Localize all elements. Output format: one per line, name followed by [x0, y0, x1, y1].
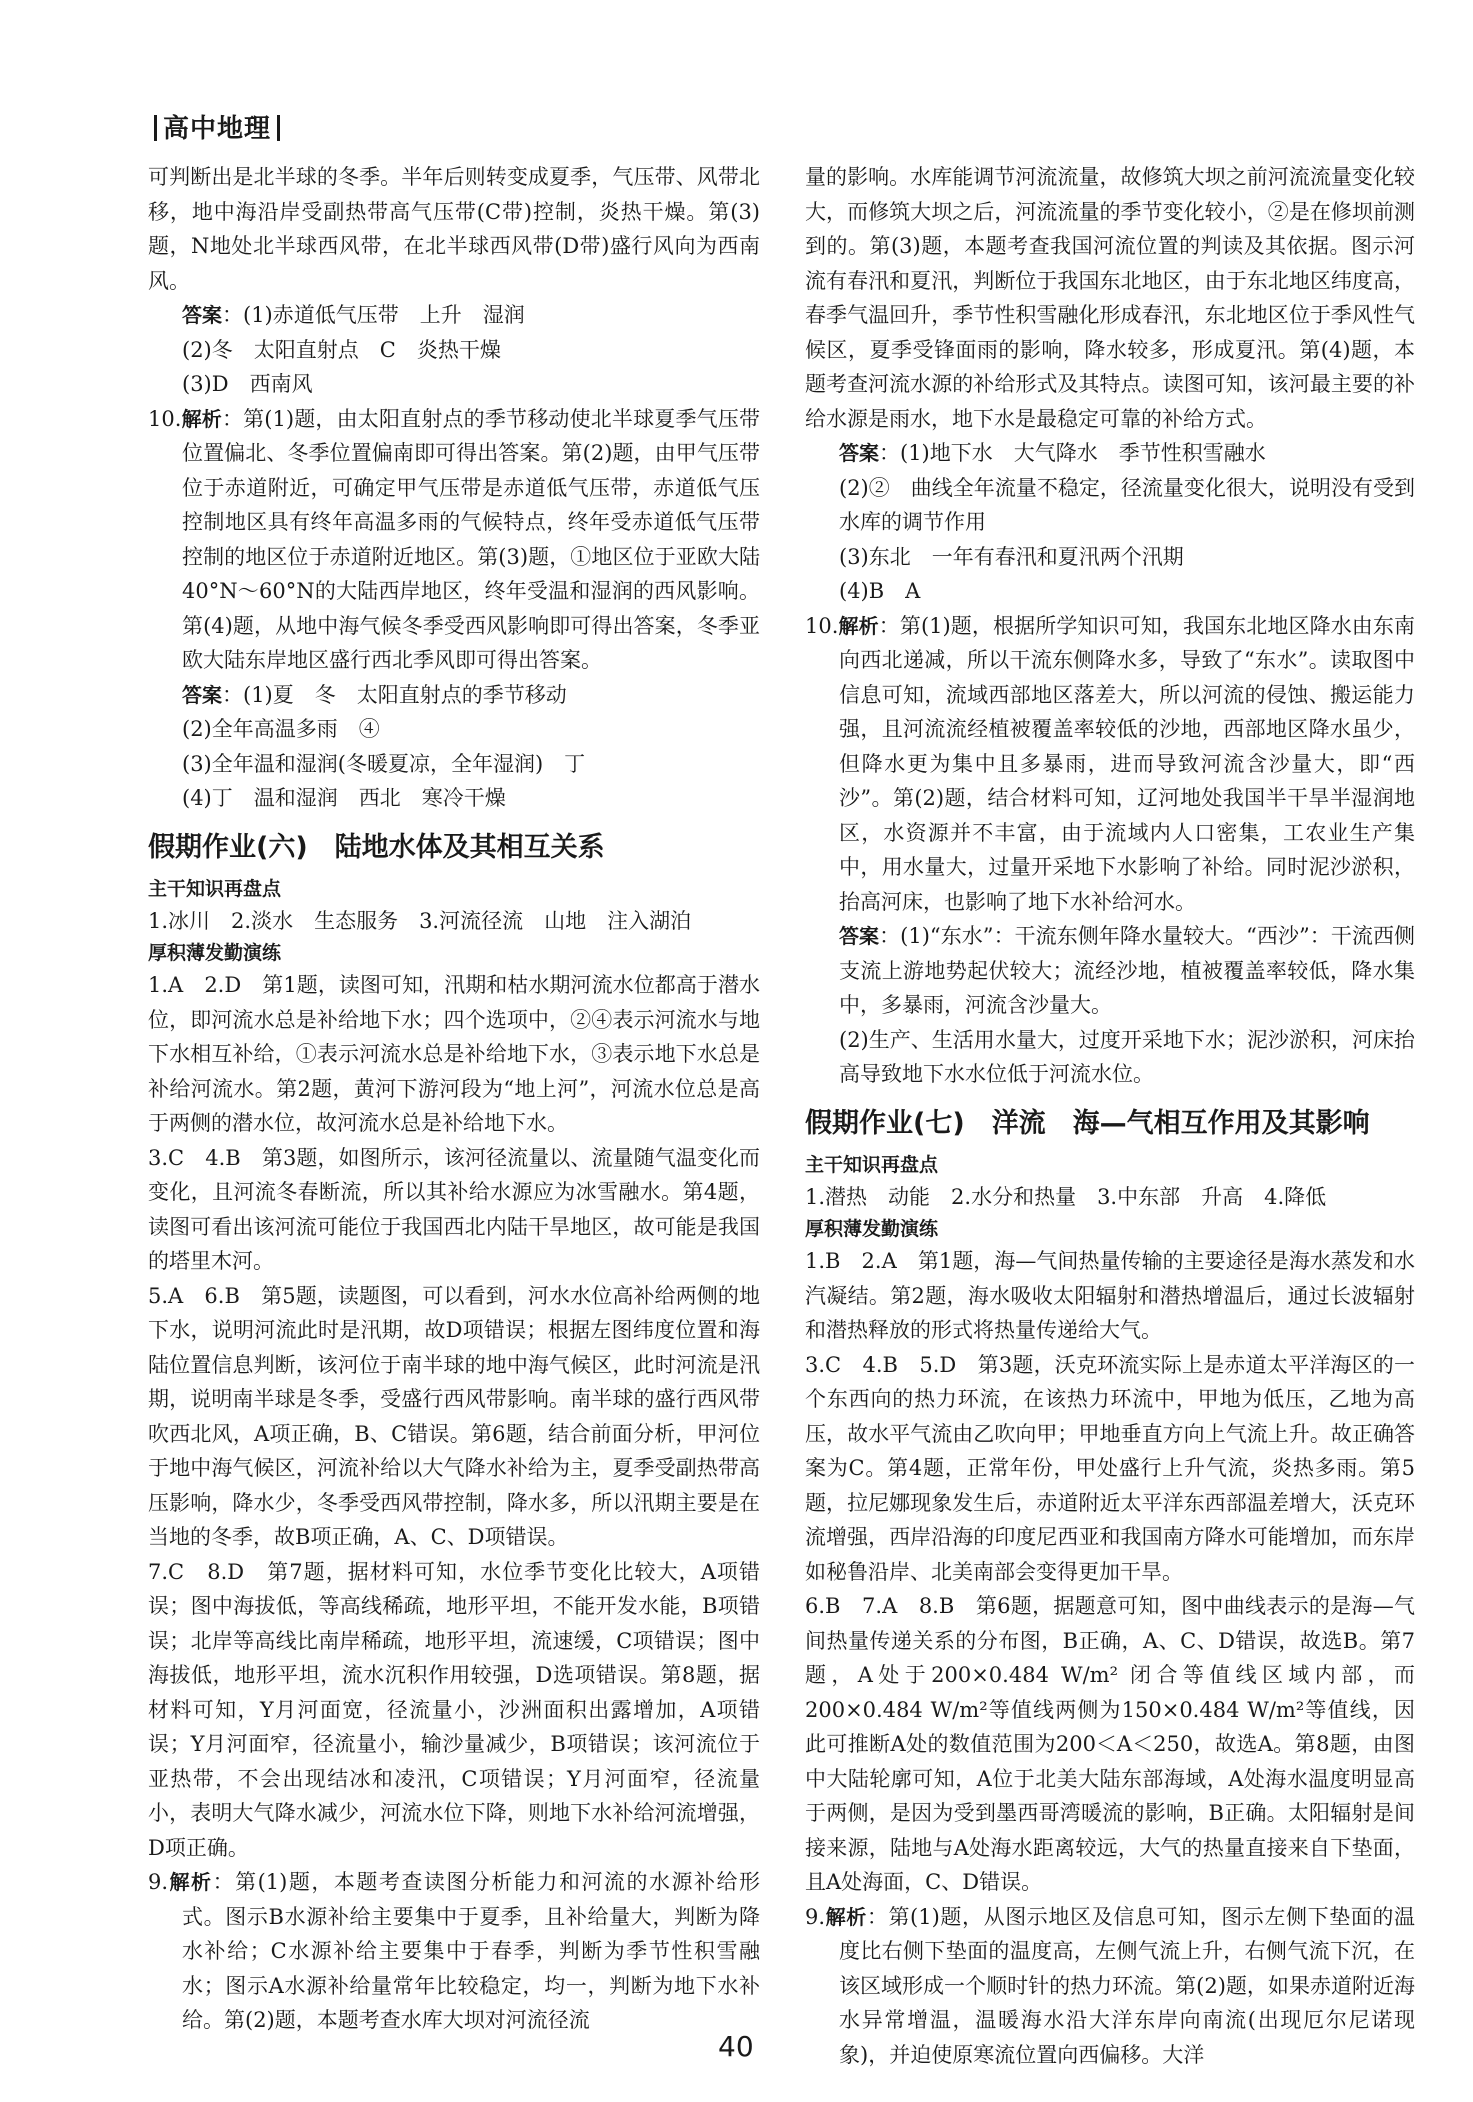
- right-column: [805, 160, 1415, 2072]
- page-number: 40: [718, 2030, 754, 2063]
- section-6-knowledge-points: 1.冰川 2.淡水 生态服务 3.河流径流 山地 注入湖泊: [148, 908, 692, 933]
- section-6-item-2: 3.C 4.B 第3题，如图所示，该河径流量以、流量随气温变化而变化，且河流冬春断流，所以其补给水源应为冰雪融水。第4题，读图可看出该河流可能位于我国西北内陆干旱地区，故可能是我国的塔里木河。: [148, 1145, 760, 1273]
- section-7-item-1: 1.B 2.A 第1题，海—气间热量传输的主要途径是海水蒸发和水汽凝结。第2题，海水吸收太阳辐射和潜热增温后，通过长波辐射和潜热释放的形式将热量传递给大气。: [805, 1249, 1415, 1342]
- left-intro-paragraph: 可判断出是北半球的冬季。半年后则转变成夏季，气压带、风带北移，地中海沿岸受副热带高气压带(C带)控制，炎热干燥。第(3)题，N地处北半球西风带，在北半球西风带(D带)盛行风向为西南风。: [148, 165, 760, 293]
- header-title: 高中地理: [163, 114, 272, 144]
- right-intro-paragraph: 量的影响。水库能调节河流流量，故修筑大坝之前河流流量变化较大，而修筑大坝之后，河流流量的季节变化较小，②是在修坝前测到的。第(3)题，本题考查我国河流位置的判读及其依据。图示河流有春汛和夏汛，判断位于我国东北地区，由于东北地区纬度高，春季气温回升，季节性积雪融化形成春汛，东北地区位于季风性气候区，夏季受锋面雨的影响，降水较多，形成夏汛。第(4)题，本题考查河流水源的补给形式及其特点。读图可知，该河最主要的补给水源是雨水，地下水是最稳定可靠的补给方式。: [805, 165, 1415, 431]
- section-7-knowledge-heading: 主干知识再盘点: [805, 1153, 939, 1176]
- header-bar-left: [154, 115, 157, 141]
- page-header: [148, 108, 286, 145]
- section-6-item-3: 5.A 6.B 第5题，读题图，可以看到，河水水位高补给两侧的地下水，说明河流此时是汛期，故D项错误；根据左图纬度位置和海陆位置信息判断，该河位于南半球的地中海气候区，此时河流是汛期，说明南半球是冬季，受盛行西风带影响。南半球的盛行西风带吹西北风，A项正确，B、C错误。第6题，结合前面分析，甲河位于地中海气候区，河流补给以大气降水补给为主，夏季受副热带高压影响，降水少，冬季受西风带控制，降水多，所以汛期主要是在当地的冬季，故B项正确，A、C、D项错误。: [148, 1283, 760, 1549]
- left-answer-10-line-4: (4)丁 温和湿润 西北 寒冷干燥: [182, 786, 506, 810]
- section-7-item-2: 3.C 4.B 5.D 第3题，沃克环流实际上是赤道太平洋海区的一个东西向的热力环流，在该热力环流中，甲地为低压，乙地为高压，故水平气流由乙吹向甲；甲地垂直方向上气流上升。故正确答案为C。第4题，正常年份，甲处盛行上升气流，炎热多雨。第5题，拉尼娜现象发生后，赤道附近太平洋东西部温差增大，沃克环流增强，西岸沿海的印度尼西亚和我国南方降水可能增加，而东岸如秘鲁沿岸、北美南部会变得更加干旱。: [805, 1352, 1415, 1584]
- section-6-item-1: 1.A 2.D 第1题，读图可知，汛期和枯水期河流水位都高于潜水位，即河流水总是补给地下水；四个选项中，②④表示河流水与地下水相互补给，①表示河流水总是补给地下水，③表示地下水总是补给河流水。第2题，黄河下游河段为“地上河”，河流水位总是高于两侧的潜水位，故河流水总是补给地下水。: [148, 973, 760, 1135]
- section-6-item-4: 7.C 8.D 第7题，据材料可知，水位季节变化比较大，A项错误；图中海拔低，等高线稀疏，地形平坦，不能开发水能，B项错误；北岸等高线比南岸稀疏，地形平坦，流速缓，C项错误；图中海拔低，地形平坦，流水沉积作用较强，D选项错误。第8题，据材料可知，Y月河面宽，径流量小，沙洲面积出露增加，A项错误；Y月河面窄，径流量小，输沙量减少，B项错误；该河流位于亚热带，不会出现结冰和凌汛，C项错误；Y月河面窄，径流量小，表明大气降水减少，河流水位下降，则地下水补给河流增强，D项正确。: [148, 1559, 760, 1860]
- section-7-title: 假期作业(七) 洋流 海—气相互作用及其影响: [805, 1107, 1370, 1139]
- right-answer-9-line-4: (4)B A: [839, 579, 921, 603]
- right-answer-9-line-1: 答案：(1)地下水 大气降水 季节性积雪融水: [839, 441, 1266, 465]
- analysis-label: 解析: [168, 1870, 213, 1894]
- left-answer-10-line-3: (3)全年温和湿润(冬暖夏凉，全年湿润) 丁: [182, 751, 586, 776]
- left-question-10-analysis: 10.解析：第(1)题，由太阳直射点的季节移动使北半球夏季气压带位置偏北、冬季位置偏南即可得出答案。第(2)题，由甲气压带位于赤道附近，可确定甲气压带是赤道低气压带，赤道低气压控制地区具有终年高温多雨的气候特点，终年受赤道低气压带控制的地区位于赤道附近地区。第(3)题，①地区位于亚欧大陆40°N～60°N的大陆西岸地区，终年受温和湿润的西风影响。第(4)题，从地中海气候冬季受西风影响即可得出答案，冬季亚欧大陆东岸地区盛行西北季风即可得出答案。: [148, 406, 761, 672]
- section-7-item-3: 6.B 7.A 8.B 第6题，据题意可知，图中曲线表示的是海—气间热量传递关系的分布图，B正确，A、C、D错误，故选B。第7题，A处于200×0.484 W/m² 闭合等值线区域内部，而200×0.484 W/m²等值线两侧为150×0.484 W/m²等值线，因此可推断A处的数值范围为200＜A＜250，故选A。第8题，由图中大陆轮廓可知，A位于北美大陆东部海域，A处海水温度明显高于两侧，是因为受到墨西哥湾暖流的影响，B正确。太阳辐射是间接来源，陆地与A处海水距离较远，大气的热量直接来自下垫面，且A处海面，C、D错误。: [805, 1594, 1415, 1894]
- section-6-question-9-analysis: 9.解析：第(1)题，本题考查读图分析能力和河流的水源补给形式。图示B水源补给主要集中于夏季，且补给量大，判断为降水补给；C水源补给主要集中于春季，判断为季节性积雪融水；图示A水源补给量常年比较稳定，均一，判断为地下水补给。第(2)题，本题考查水库大坝对河流径流: [148, 1870, 761, 2032]
- answer-label: 答案: [839, 924, 880, 948]
- right-answer-9-line-3: (3)东北 一年有春汛和夏汛两个汛期: [839, 544, 1184, 569]
- left-answer-10-line-1: 答案：(1)夏 冬 太阳直射点的季节移动: [182, 682, 567, 707]
- header-bar-right: [277, 115, 280, 141]
- left-answer-10-line-2: (2)全年高温多雨 ④: [182, 717, 380, 741]
- left-answer-9-line-1: 答案：(1)赤道低气压带 上升 湿润: [182, 303, 525, 327]
- section-6-title: 假期作业(六) 陆地水体及其相互关系: [148, 831, 605, 863]
- right-answer-9-line-2: (2)② 曲线全年流量不稳定，径流量变化很大，说明没有受到水库的调节作用: [839, 475, 1415, 534]
- left-answer-9-line-3: (3)D 西南风: [182, 372, 313, 396]
- left-answer-9-line-2: (2)冬 太阳直射点 C 炎热干燥: [182, 337, 501, 362]
- section-6-knowledge-heading: 主干知识再盘点: [148, 877, 282, 900]
- answer-label: 答案: [182, 682, 222, 707]
- section-7-practice-heading: 厚积薄发勤演练: [805, 1218, 939, 1240]
- section-7-knowledge-points: 1.潜热 动能 2.水分和热量 3.中东部 升高 4.降低: [805, 1184, 1327, 1209]
- answer-label: 答案: [182, 303, 222, 327]
- analysis-label: 解析: [825, 1904, 867, 1929]
- analysis-label: 解析: [838, 613, 879, 638]
- right-answer-10-line-2: (2)生产、生活用水量大，过度开采地下水；泥沙淤积，河床抬高导致地下水水位低于河流水位。: [839, 1027, 1415, 1086]
- right-answer-10-line-1: 答案：(1)“东水”：干流东侧年降水量较大。“西沙”：干流西侧支流上游地势起伏较大；流经沙地，植被覆盖率较低，降水集中，多暴雨，河流含沙量大。: [839, 924, 1415, 1017]
- section-6-practice-heading: 厚积薄发勤演练: [148, 942, 282, 964]
- section-7-question-9-analysis: 9.解析：第(1)题，从图示地区及信息可知，图示左侧下垫面的温度比右侧下垫面的温度高，左侧气流上升，右侧气流下沉，在该区域形成一个顺时针的热力环流。第(2)题，如果赤道附近海水异常增温，温暖海水沿大洋东岸向南流(出现厄尔尼诺现象)，并迫使原寒流位置向西偏移。大洋: [805, 1904, 1416, 2067]
- analysis-label: 解析: [181, 406, 222, 431]
- answer-label: 答案: [839, 441, 879, 465]
- right-question-10-analysis: 10.解析：第(1)题，根据所学知识可知，我国东北地区降水由东南向西北递减，所以干流东侧降水多，导致了“东水”。读取图中信息可知，流域西部地区落差大，所以河流的侵蚀、搬运能力强，且河流流经植被覆盖率较低的沙地，西部地区降水虽少，但降水更为集中且多暴雨，进而导致河流含沙量大，即“西沙”。第(2)题，结合材料可知，辽河地处我国半干旱半湿润地区，水资源并不丰富，由于流域内人口密集，工农业生产集中，用水量大，过量开采地下水影响了补给。同时泥沙淤积，抬高河床，也影响了地下水补给河水。: [805, 613, 1416, 914]
- left-column: [148, 160, 760, 2038]
